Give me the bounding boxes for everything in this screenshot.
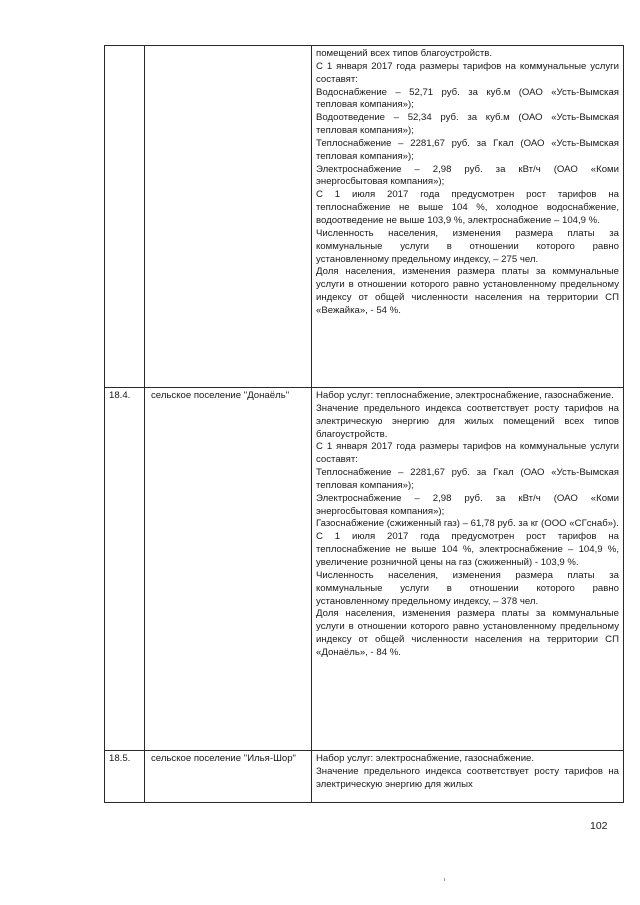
- description-paragraph: Теплоснабжение – 2281,67 руб. за Гкал (ОАО «Усть-Вымская тепловая компания»);: [316, 467, 619, 491]
- page-number: 102: [590, 820, 608, 832]
- row-number-cell: [105, 46, 145, 388]
- description-paragraph: Водоотведение – 52,34 руб. за куб.м (ОАО «Усть-Вымская тепловая компания»);: [316, 112, 619, 137]
- table-row: [105, 751, 624, 803]
- description-paragraph: Доля населения, изменения размера платы за коммунальные услуги в отношении которого равно установленному предельному индексу от общей численности населения на территории СП «Вежайка», - 54 %.: [316, 266, 619, 316]
- description-paragraph: С 1 июля 2017 года предусмотрен рост тарифов на теплоснабжение не выше 104 %, электроснабжение – 104,9 %, увеличение розничной цены на газ (сжиженный) - 103,9 %.: [316, 531, 619, 568]
- description-paragraph: Значение предельного индекса соответствует росту тарифов на электрическую энергию для жилых помещений всех типов благоустройств.: [316, 402, 619, 440]
- description-paragraph: Набор услуг: теплоснабжение, электроснабжение, газоснабжение.: [316, 390, 614, 401]
- description-paragraph: Электроснабжение – 2,98 руб. за кВт/ч (ОАО «Коми энергосбытовая компания»);: [316, 163, 619, 188]
- description-paragraph: Набор услуг: электроснабжение, газоснабжение.: [316, 753, 535, 764]
- description-paragraph: Численность населения, изменения размера платы за коммунальные услуги в отношении которого равно установленному предельному индексу, – 275 чел.: [316, 227, 619, 265]
- description-paragraph: Теплоснабжение – 2281,67 руб. за Гкал (ОАО «Усть-Вымская тепловая компания»);: [316, 137, 619, 162]
- tariff-table: [104, 45, 624, 803]
- description-paragraph: С 1 января 2017 года размеры тарифов на коммунальные услуги составят:: [316, 60, 619, 85]
- description-paragraph: Газоснабжение (сжиженный газ) – 61,78 руб. за кг (ООО «СГснаб»).: [316, 518, 619, 530]
- description-paragraph: Значение предельного индекса соответствует росту тарифов на электрическую энергию для жилых: [316, 765, 619, 790]
- settlement-name-cell: [145, 46, 312, 388]
- settlement-name-cell: сельское поселение "Илья-Шор": [145, 751, 312, 803]
- description-paragraph: Электроснабжение – 2,98 руб. за кВт/ч (ОАО «Коми энергосбытовая компания»);: [316, 492, 619, 517]
- settlement-name-cell: сельское поселение "Донаёль": [145, 388, 312, 751]
- description-cell: [312, 46, 624, 388]
- description-paragraph: С 1 января 2017 года размеры тарифов на коммунальные услуги составят:: [316, 441, 619, 466]
- table-row: [105, 46, 624, 388]
- description-paragraph: С 1 июля 2017 года предусмотрен рост тарифов на теплоснабжение не выше 104 %, холодное водоснабжение, водоотведение не выше 103,9 %, электроснабжение – 104,9 %.: [316, 189, 619, 226]
- description-cell: [312, 388, 624, 751]
- row-number-cell: 18.5.: [105, 751, 145, 803]
- description-paragraph: Доля населения, изменения размера платы за коммунальные услуги в отношении которого равно установленному предельному индексу от общей численности населения на территории СП «Донаёль», - 84 %.: [316, 608, 619, 658]
- description-paragraph: помещений всех типов благоустройств.: [316, 48, 493, 59]
- description-cell: [312, 751, 624, 803]
- description-paragraph: Водоснабжение – 52,71 руб. за куб.м (ОАО «Усть-Вымская тепловая компания»);: [316, 86, 619, 111]
- table-row: [105, 388, 624, 751]
- scan-speck: [444, 878, 445, 881]
- description-paragraph: Численность населения, изменения размера платы за коммунальные услуги в отношении которого равно установленному предельному индексу, – 378 чел.: [316, 569, 619, 607]
- row-number-cell: 18.4.: [105, 388, 145, 751]
